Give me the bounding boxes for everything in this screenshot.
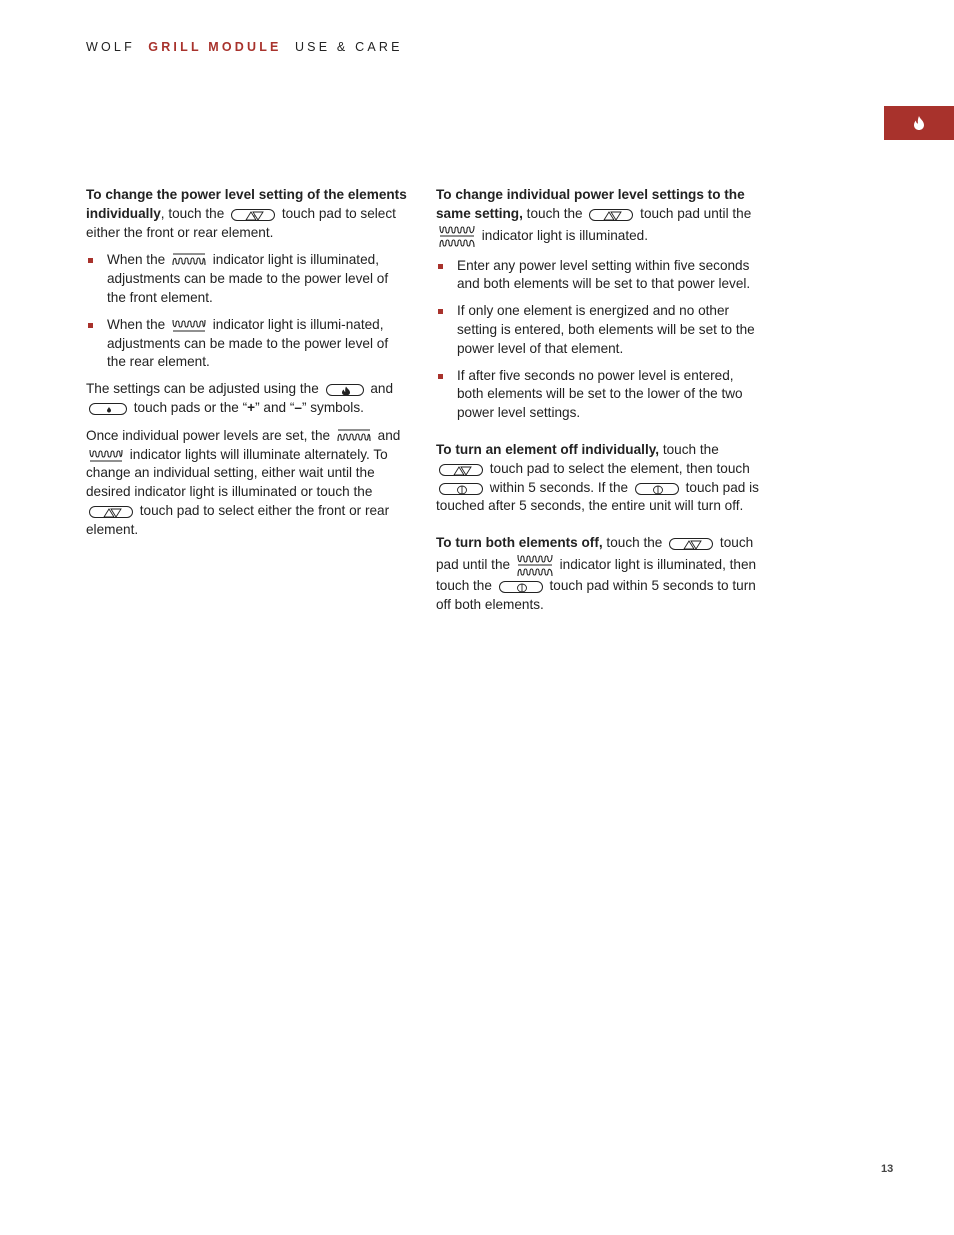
power-off-touch-pad-icon: [499, 581, 543, 593]
left-p3-text-a: Once individual power levels are set, the: [86, 427, 331, 443]
left-column: [86, 186, 408, 549]
left-p3-text-b: and: [377, 427, 401, 443]
right-bullet-list: [436, 257, 761, 423]
minus-symbol: –: [294, 399, 302, 415]
left-p2-text-d: ” and “: [255, 399, 295, 415]
flame-icon: [913, 116, 925, 130]
left-p2-text-c: touch pads or the “: [133, 399, 248, 415]
left-p3-text-c: indicator lights will illuminate alternately. To change an individual setting, either wait until the desired indicator light is illuminated or touch the: [86, 446, 388, 500]
right-p3-text-a: touch the: [606, 535, 663, 551]
right-p2-heading: To turn an element off individually,: [436, 441, 660, 457]
left-p2-text-a: The settings can be adjusted using the: [86, 381, 319, 397]
both-elements-indicator-icon: [439, 224, 475, 248]
header-product: GRILL MODULE: [148, 40, 282, 54]
list-item: Enter any power level setting within five seconds and both elements will be set to that power level.: [436, 257, 761, 295]
left-b1-text-b: indicator light is illuminated, adjustments can be made to the power level of the front element.: [107, 252, 389, 305]
left-p1-text-b: touch pad to select either the front or rear element.: [86, 205, 396, 240]
plus-touch-pad-icon: [326, 384, 364, 396]
left-p3-text-d: touch pad to select either the front or rear element.: [86, 502, 390, 537]
power-off-touch-pad-icon: [439, 483, 483, 495]
running-header: [86, 40, 403, 54]
select-touch-pad-icon: [589, 209, 633, 221]
power-off-touch-pad-icon: [635, 483, 679, 495]
left-b2-text-b: indicator light is illumi-nated, adjustments can be made to the power level of the rear element.: [107, 316, 389, 370]
right-p2-text-b: touch pad to select the element, then touch: [489, 460, 750, 476]
right-p3-heading: To turn both elements off,: [436, 535, 603, 551]
select-touch-pad-icon: [231, 209, 275, 221]
minus-touch-pad-icon: [89, 403, 127, 415]
list-item: If only one element is energized and no other setting is entered, both elements will be set to the power level of that element.: [436, 302, 761, 358]
left-p1-heading: To change the power level setting of the elements individually: [86, 187, 407, 221]
select-touch-pad-icon: [89, 506, 133, 518]
right-p1-text-a: touch the: [526, 205, 583, 221]
right-paragraph-1: [436, 186, 761, 248]
page-number: 13: [881, 1163, 894, 1175]
right-p1-text-c: indicator light is illuminated.: [481, 227, 649, 243]
left-paragraph-3: [86, 427, 408, 540]
left-p2-text-e: ” symbols.: [301, 399, 364, 415]
right-p1-text-b: touch pad until the: [640, 205, 752, 221]
header-section: USE & CARE: [294, 40, 403, 54]
right-p3-text-c: indicator light is illuminated, then touch the: [436, 556, 757, 593]
right-p1-heading: To change individual power level settings to the same setting,: [436, 187, 745, 221]
left-b1-text-a: When the: [107, 252, 166, 268]
right-column: [436, 186, 761, 624]
plus-symbol: +: [247, 399, 256, 415]
front-element-indicator-icon: [337, 429, 371, 443]
rear-element-indicator-icon: [89, 448, 123, 462]
right-paragraph-3: [436, 534, 761, 614]
rear-element-indicator-icon: [172, 318, 206, 332]
left-bullet-list: [86, 251, 408, 372]
left-b2-text-a: When the: [107, 316, 166, 332]
left-p2-text-b: and: [370, 381, 394, 397]
right-p3-text-d: touch pad within 5 seconds to turn off both elements.: [436, 577, 756, 612]
right-p2-text-a: touch the: [662, 441, 719, 457]
right-p2-text-d: touch pad is touched after 5 seconds, the entire unit will turn off.: [436, 479, 759, 514]
section-tab: [884, 106, 954, 140]
left-p1-text-a: , touch the: [160, 205, 225, 221]
front-element-indicator-icon: [172, 253, 206, 267]
left-paragraph-1: [86, 186, 408, 242]
right-p3-text-b: touch pad until the: [436, 535, 754, 572]
header-brand: WOLF: [86, 40, 135, 54]
both-elements-indicator-icon: [517, 553, 553, 577]
list-item: [86, 251, 408, 307]
list-item: [86, 316, 408, 372]
select-touch-pad-icon: [669, 538, 713, 550]
list-item: If after five seconds no power level is entered, both elements will be set to the lower of the two power level settings.: [436, 367, 761, 423]
left-paragraph-2: [86, 380, 408, 418]
select-touch-pad-icon: [439, 464, 483, 476]
right-paragraph-2: [436, 441, 761, 516]
right-p2-text-c: within 5 seconds. If the: [489, 479, 629, 495]
